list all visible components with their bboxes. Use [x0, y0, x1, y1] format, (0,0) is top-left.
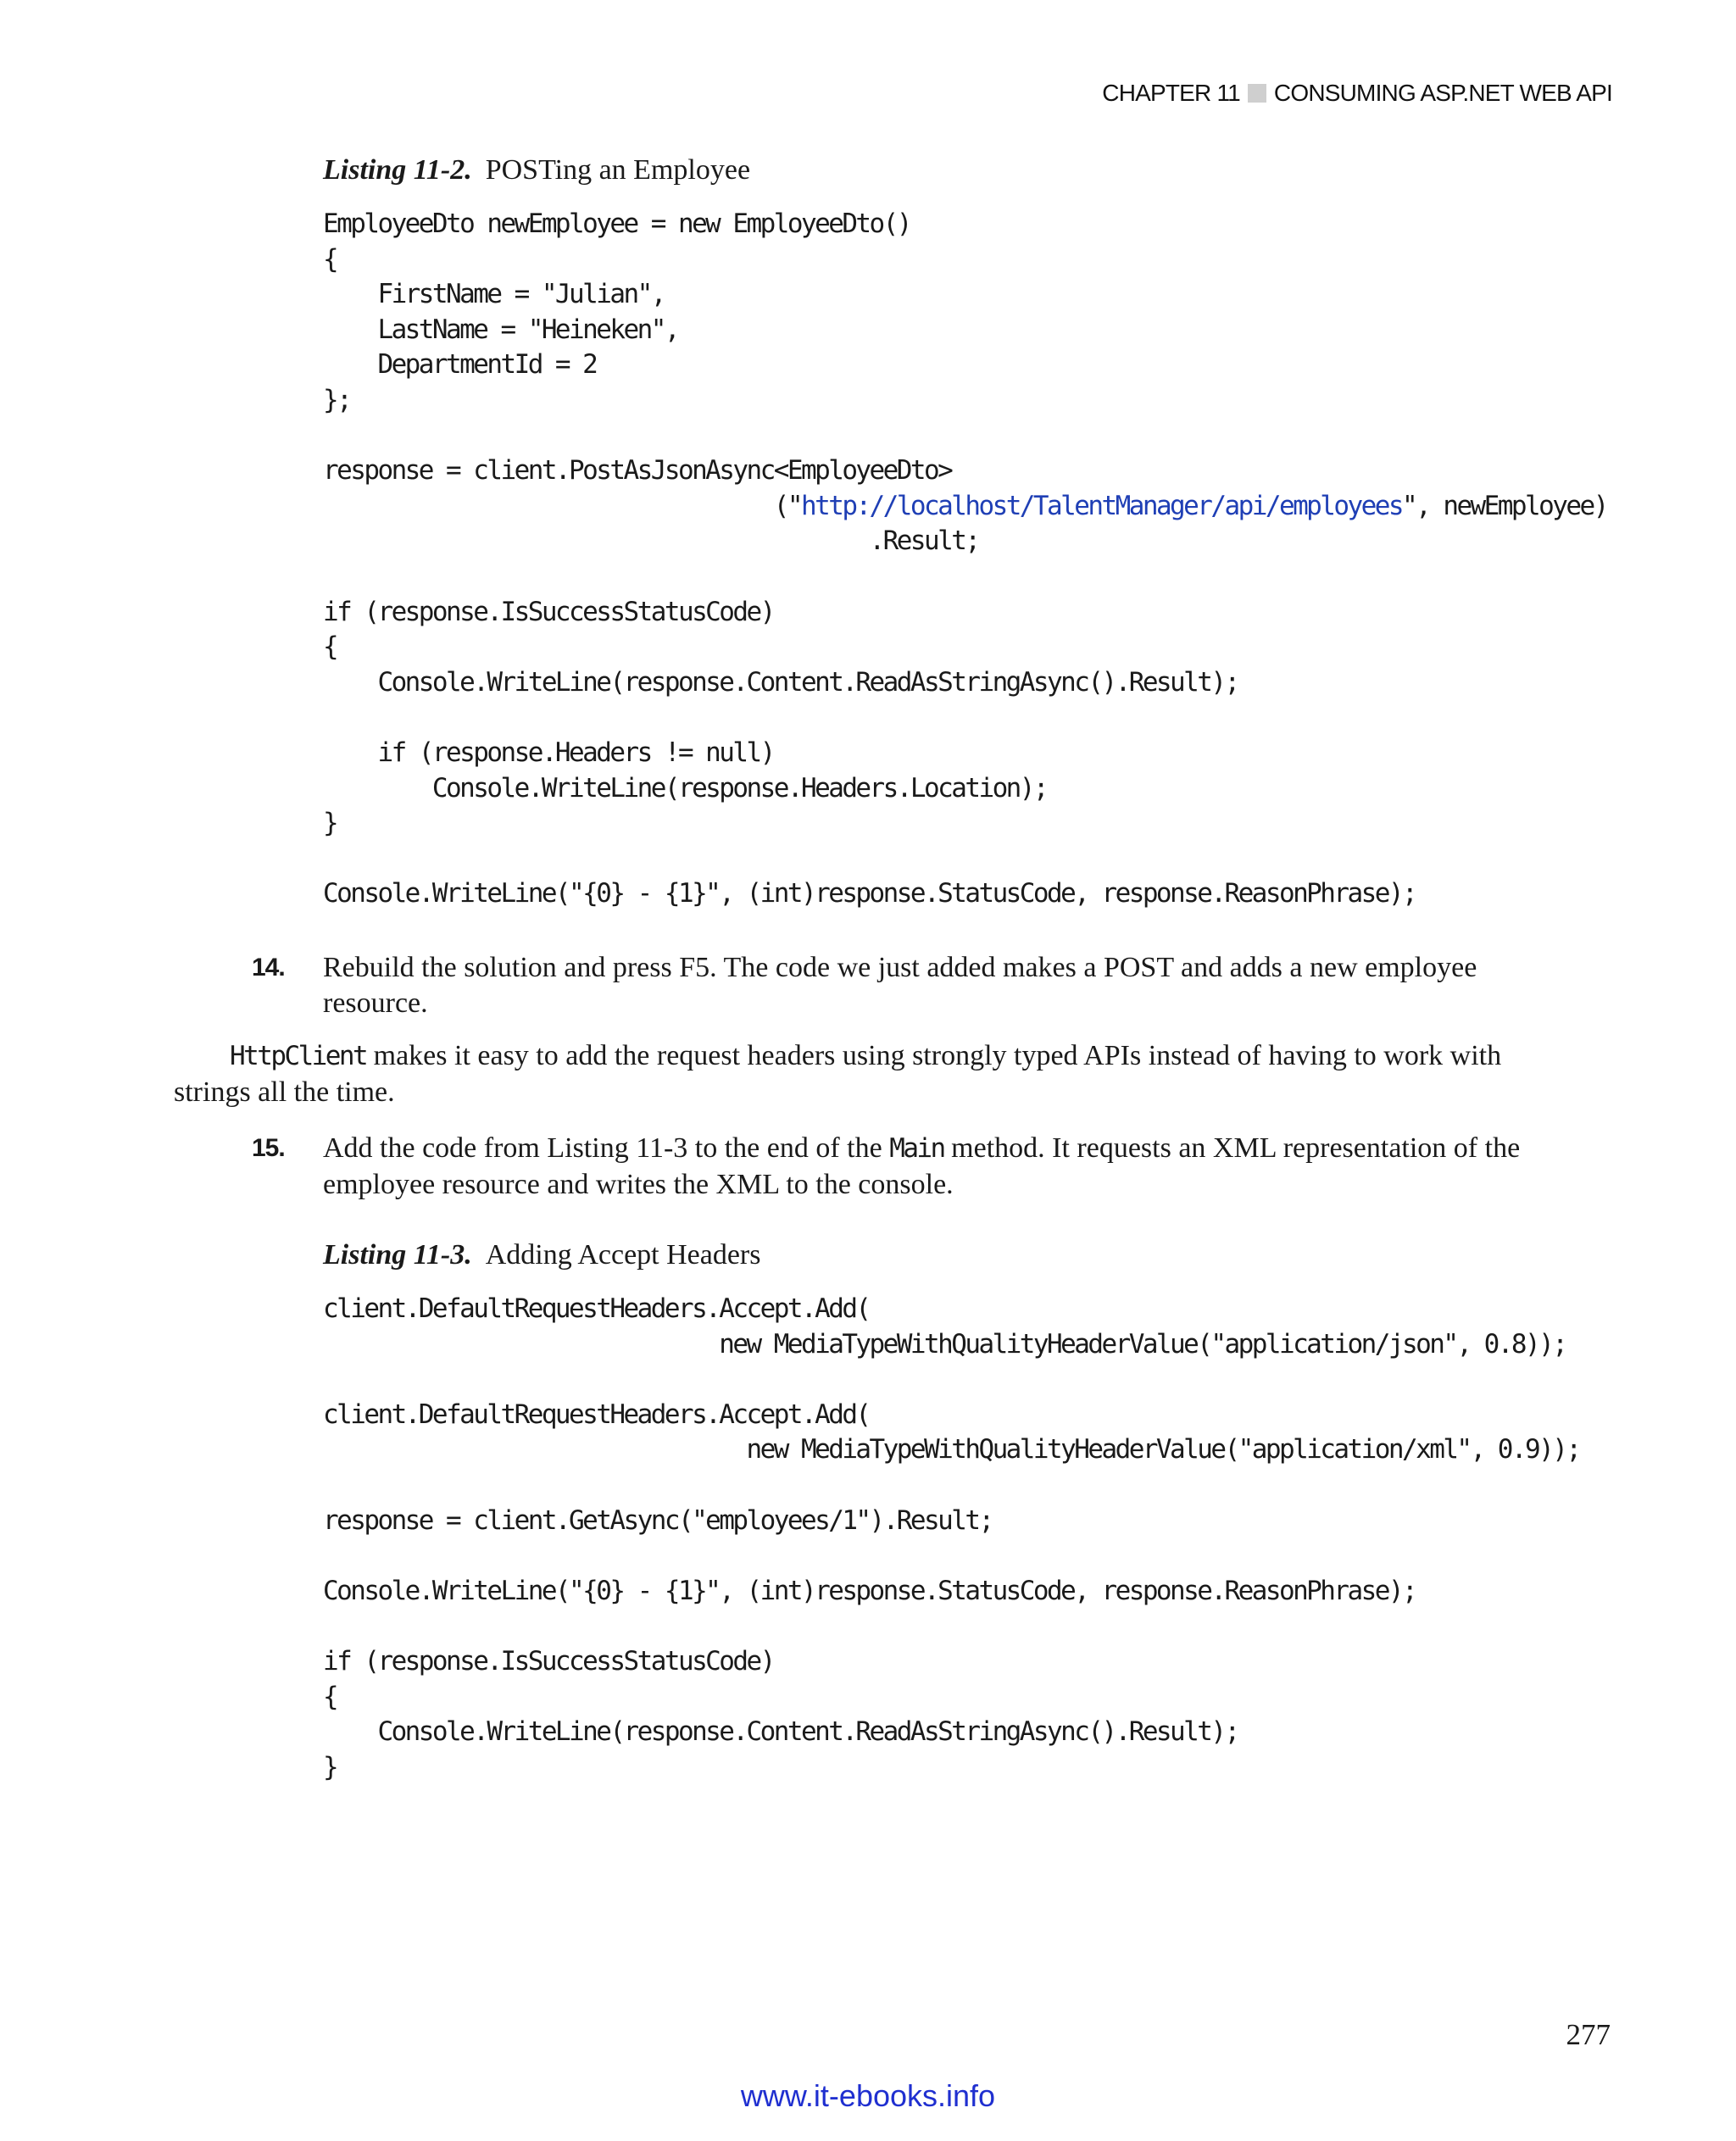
- code-url-link[interactable]: http://localhost/TalentManager/api/employees: [800, 490, 1402, 521]
- inline-code-term: HttpClient: [230, 1041, 367, 1071]
- listing-title: Adding Accept Headers: [485, 1239, 761, 1271]
- header-chapter: CHAPTER 11: [1102, 80, 1240, 106]
- step-text-part: method. It requests an XML representation of the employee resource and writes the XML to the console.: [323, 1132, 1521, 1200]
- listing-11-3-caption: [323, 1239, 760, 1271]
- step-15: [252, 1131, 1608, 1202]
- step-number: 14.: [252, 954, 285, 982]
- code-lines: EmployeeDto newEmployee = new EmployeeDto() { FirstName = "Julian", LastName = "Heineken", DepartmentId = 2 }; response = client.PostAsJsonAsync<EmployeeDto>: [323, 209, 952, 487]
- page-number: 277: [1566, 2018, 1611, 2051]
- footer-link[interactable]: www.it-ebooks.info: [740, 2078, 996, 2113]
- inline-code-term: Main: [889, 1133, 944, 1164]
- step-number: 15.: [252, 1134, 285, 1162]
- body-paragraph: [174, 1038, 1581, 1109]
- listing-title: POSTing an Employee: [485, 154, 751, 186]
- code-listing-11-3: [323, 1292, 1579, 1785]
- running-header: [1102, 80, 1612, 107]
- step-text: Rebuild the solution and press F5. The code we just added makes a POST and adds a new employee resource.: [323, 952, 1477, 1019]
- code-listing-11-2: [323, 207, 1607, 912]
- step-text: [323, 1131, 1577, 1202]
- code-lines: client.DefaultRequestHeaders.Accept.Add( new MediaTypeWithQualityHeaderValue("application/json", 0.8)); client.DefaultRequestHeaders.Accept.Add( new MediaTypeWithQualityHeaderValue("application/xml", 0.9)); response = client.GetAsync("employees/1").Result; Console.WriteLine("{0} - {1}", (int)response.StatusCode, response.ReasonPhrase); if (response.IsSuccessStatusCode) { Console.WriteLine(response.Content.ReadAsStringAsync().Result); }: [323, 1293, 1580, 1782]
- header-title: CONSUMING ASP.NET WEB API: [1273, 80, 1612, 106]
- listing-label: Listing 11-3.: [323, 1239, 472, 1271]
- header-separator-icon: [1248, 84, 1266, 103]
- step-text-part: Add the code from Listing 11-3 to the end of the: [323, 1132, 890, 1164]
- listing-label: Listing 11-2.: [323, 154, 472, 186]
- step-14: [252, 950, 1608, 1020]
- code-url-prefix: (": [323, 490, 801, 521]
- paragraph-text: makes it easy to add the request headers using strongly typed APIs instead of having to work with strings all the time.: [174, 1040, 1502, 1108]
- code-url-line: [323, 491, 1607, 521]
- code-lines: .Result; if (response.IsSuccessStatusCode) { Console.WriteLine(response.Content.ReadAsStringAsync().Result); if (response.Headers != null) Console.WriteLine(response.Headers.Location); } Console.WriteLine("{0} - {1}", (int)response.StatusCode, response.ReasonPhrase);: [323, 526, 1416, 909]
- code-url-suffix: ", newEmployee): [1401, 490, 1607, 521]
- listing-11-2-caption: [323, 154, 750, 186]
